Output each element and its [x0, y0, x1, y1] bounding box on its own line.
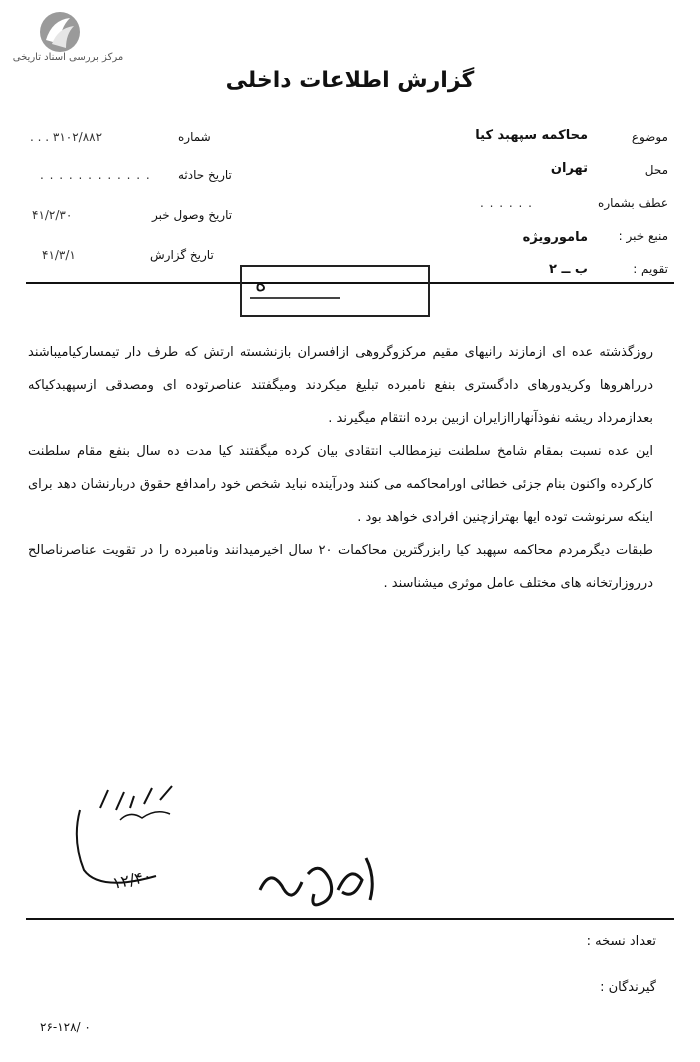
document-number: ۲۶-۱۲۸/ ۰	[40, 1020, 91, 1034]
number-label: شماره	[178, 130, 211, 144]
archive-logo-icon	[38, 10, 82, 54]
handwritten-initials	[250, 850, 390, 920]
report-date-label: تاریخ گزارش	[150, 248, 214, 262]
source-label: منبع خبر :	[618, 229, 668, 243]
receipt-date-value: ۴۱/۲/۳۰	[32, 208, 73, 222]
copies-label: تعداد نسخه :	[586, 934, 656, 949]
report-body	[28, 336, 653, 600]
place-label: محل	[644, 163, 668, 177]
source-value: مامورویژه	[522, 230, 588, 245]
report-date-value: ۴۱/۳/۱	[42, 248, 76, 262]
place-value: تهران	[550, 161, 588, 176]
stamp-box	[240, 265, 430, 317]
handwritten-note-number: ۱۲/۴۰	[110, 866, 154, 893]
subject-value: محاکمه سپهبد کیا	[475, 128, 588, 143]
subject-label: موضوع	[631, 130, 668, 144]
handwritten-initials-text	[270, 870, 272, 871]
number-value: . . . ۳۱۰۲/۸۸۲	[30, 130, 103, 144]
paragraph-2: این عده نسبت بمقام شامخ سلطنت نیزمطالب انتقادی بیان کرده میگفتند کیا مدت ده سال بنفع مقام سلطنت کارکرده واکنون بنام جزئی خطائی اورامحاکمه می کنند ودرآینده نباید شخص خود رامدافع حقوق دربارنشان دهد برای اینکه سرنوشت توده ایها بهترازچنین افرادی خواهد بود .	[28, 444, 653, 525]
reference-label: عطف بشماره	[598, 196, 668, 210]
page-title: گزارش اطلاعات داخلی	[225, 68, 475, 93]
reference-dots: . . . . . .	[480, 196, 533, 210]
calendar-value: ب ــ ۲	[549, 262, 588, 277]
receipt-date-label: تاریخ وصول خبر	[152, 208, 233, 222]
incident-date-dots: . . . . . . . . . . . .	[40, 168, 151, 182]
footer-divider	[26, 918, 674, 920]
paragraph-3: طبقات دیگرمردم محاکمه سپهبد کیا رابزرگترین محاکمات ۲۰ سال اخیرمیدانند ونامبرده را در تقویت عناصرناصالح درروزارتخانه های مختلف عامل موثری میشناسند .	[28, 543, 653, 591]
calendar-label: تقویم :	[633, 262, 668, 276]
logo-caption: مرکز بررسی اسناد تاریخی	[12, 52, 124, 63]
recipients-label: گیرندگان :	[600, 980, 656, 995]
stamp-mark: ه	[255, 272, 267, 297]
incident-date-label: تاریخ حادثه	[178, 168, 232, 182]
paragraph-1: روزگذشته عده ای ازمازند رانیهای مقیم مرکزوگروهی ازافسران بازنشسته ارتش که طرف دار تیمسارکیامیباشند درراهروها وکریدورهای دادگستری بنفع نامبرده تبلیغ میکردند ومیگفتند عناصرتوده ای ومصدقی ازسپهبدکیاکه بعدازمرداد ریشه نفوذآنهاراازایران ازبین برده انتقام میگیرند .	[28, 345, 653, 426]
